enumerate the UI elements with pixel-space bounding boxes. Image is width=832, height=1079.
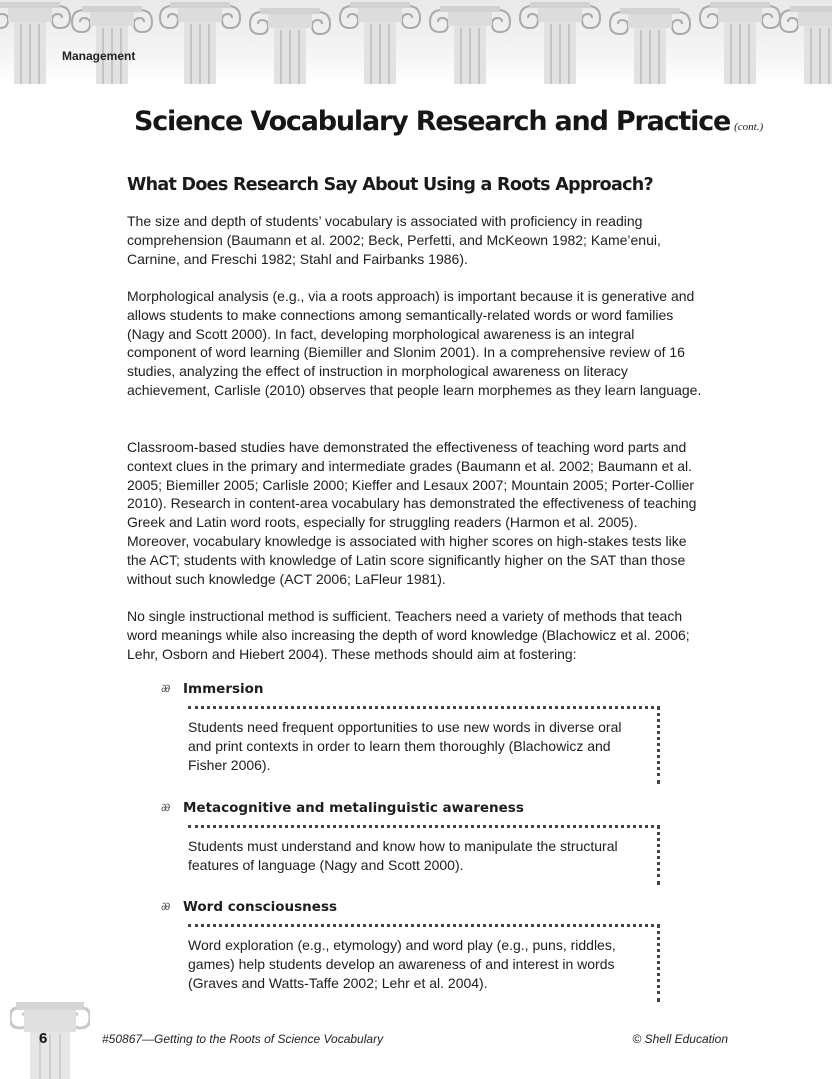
item-heading-metacognitive	[161, 800, 524, 816]
scroll-bullet-icon: ∂∂	[161, 682, 169, 695]
item-text: Word exploration (e.g., etymology) and word play (e.g., puns, riddles, games) help students develop an awareness of and interest in words (Graves and Watts-Taffe 2002; Lehr et al. 2004).	[188, 937, 616, 991]
paragraph-2: Morphological analysis (e.g., via a roots approach) is important because it is generative and allows students to make connections among semantically-related words or word families (Nagy and Scott 2000). In fact, developing morphological awareness is an integral component of word learning (Biemiller and Slonim 2001). In a comprehensive review of 16 studies, analyzing the effect of instruction in morphological awareness on literacy achievement, Carlisle (2010) observes that people learn morphemes as they learn language.	[127, 288, 702, 398]
scroll-bullet-icon: ∂∂	[161, 900, 169, 913]
item-heading-immersion	[161, 681, 264, 697]
item-box-word-consciousness	[188, 924, 660, 1002]
paragraph-4: No single instructional method is sufficient. Teachers need a variety of methods that teach word meanings while also increasing the depth of word knowledge (Blachowicz et al. 2006; Lehr, Osborn and Hiebert 2004). These methods should aim at fostering:	[127, 608, 690, 662]
page-title-text: Science Vocabulary Research and Practice	[134, 106, 731, 137]
paragraph-1: The size and depth of students’ vocabulary is associated with proficiency in reading comprehension (Baumann et al. 2002; Beck, Perfetti, and McKeown 1982; Kame’enui, Carnine, and Freschi 1982; Stahl and Fairbanks 1986).	[127, 213, 661, 267]
paragraph-3: Classroom-based studies have demonstrated the effectiveness of teaching word parts and context clues in the primary and intermediate grades (Baumann et al. 2002; Baumann et al. 2005; Biemiller 2005; Carlisle 2000; Kieffer and Lesaux 2007; Mountain 2005; Porter-Collier 2010). Research in content-area vocabulary has demonstrated the effectiveness of teaching Greek and Latin word roots, especially for struggling readers (Harmon et al. 2005). Moreover, vocabulary knowledge is associated with higher scores on high-stakes tests like the ACT; students with knowledge of Latin score significantly higher on the SAT than those without such knowledge (ACT 2006; LaFleur 1981).	[127, 439, 697, 587]
ionic-columns-decoration	[0, 0, 832, 84]
footer-copyright: © Shell Education	[632, 1032, 728, 1046]
scroll-bullet-icon: ∂∂	[161, 801, 169, 814]
section-heading: What Does Research Say About Using a Roots Approach?	[127, 175, 653, 195]
page-number: 6	[39, 1030, 48, 1047]
item-heading-text: Metacognitive and metalinguistic awareness	[183, 800, 524, 816]
footer-book-title: #50867—Getting to the Roots of Science Vocabulary	[102, 1032, 384, 1046]
item-text: Students must understand and know how to manipulate the structural features of language (Nagy and Scott 2000).	[188, 838, 618, 873]
header-banner	[0, 0, 832, 84]
item-text: Students need frequent opportunities to use new words in diverse oral and print contexts in order to learn them thoroughly (Blachowicz and Fisher 2006).	[188, 719, 622, 773]
item-box-immersion	[188, 706, 660, 784]
item-heading-text: Immersion	[183, 681, 264, 697]
continued-note: (cont.)	[734, 121, 764, 133]
item-box-metacognitive	[188, 825, 660, 885]
item-heading-text: Word consciousness	[183, 899, 338, 915]
page-title	[134, 106, 763, 137]
section-label: Management	[62, 49, 136, 63]
item-heading-word-consciousness	[161, 899, 337, 915]
column-capital-icon	[10, 996, 90, 1079]
